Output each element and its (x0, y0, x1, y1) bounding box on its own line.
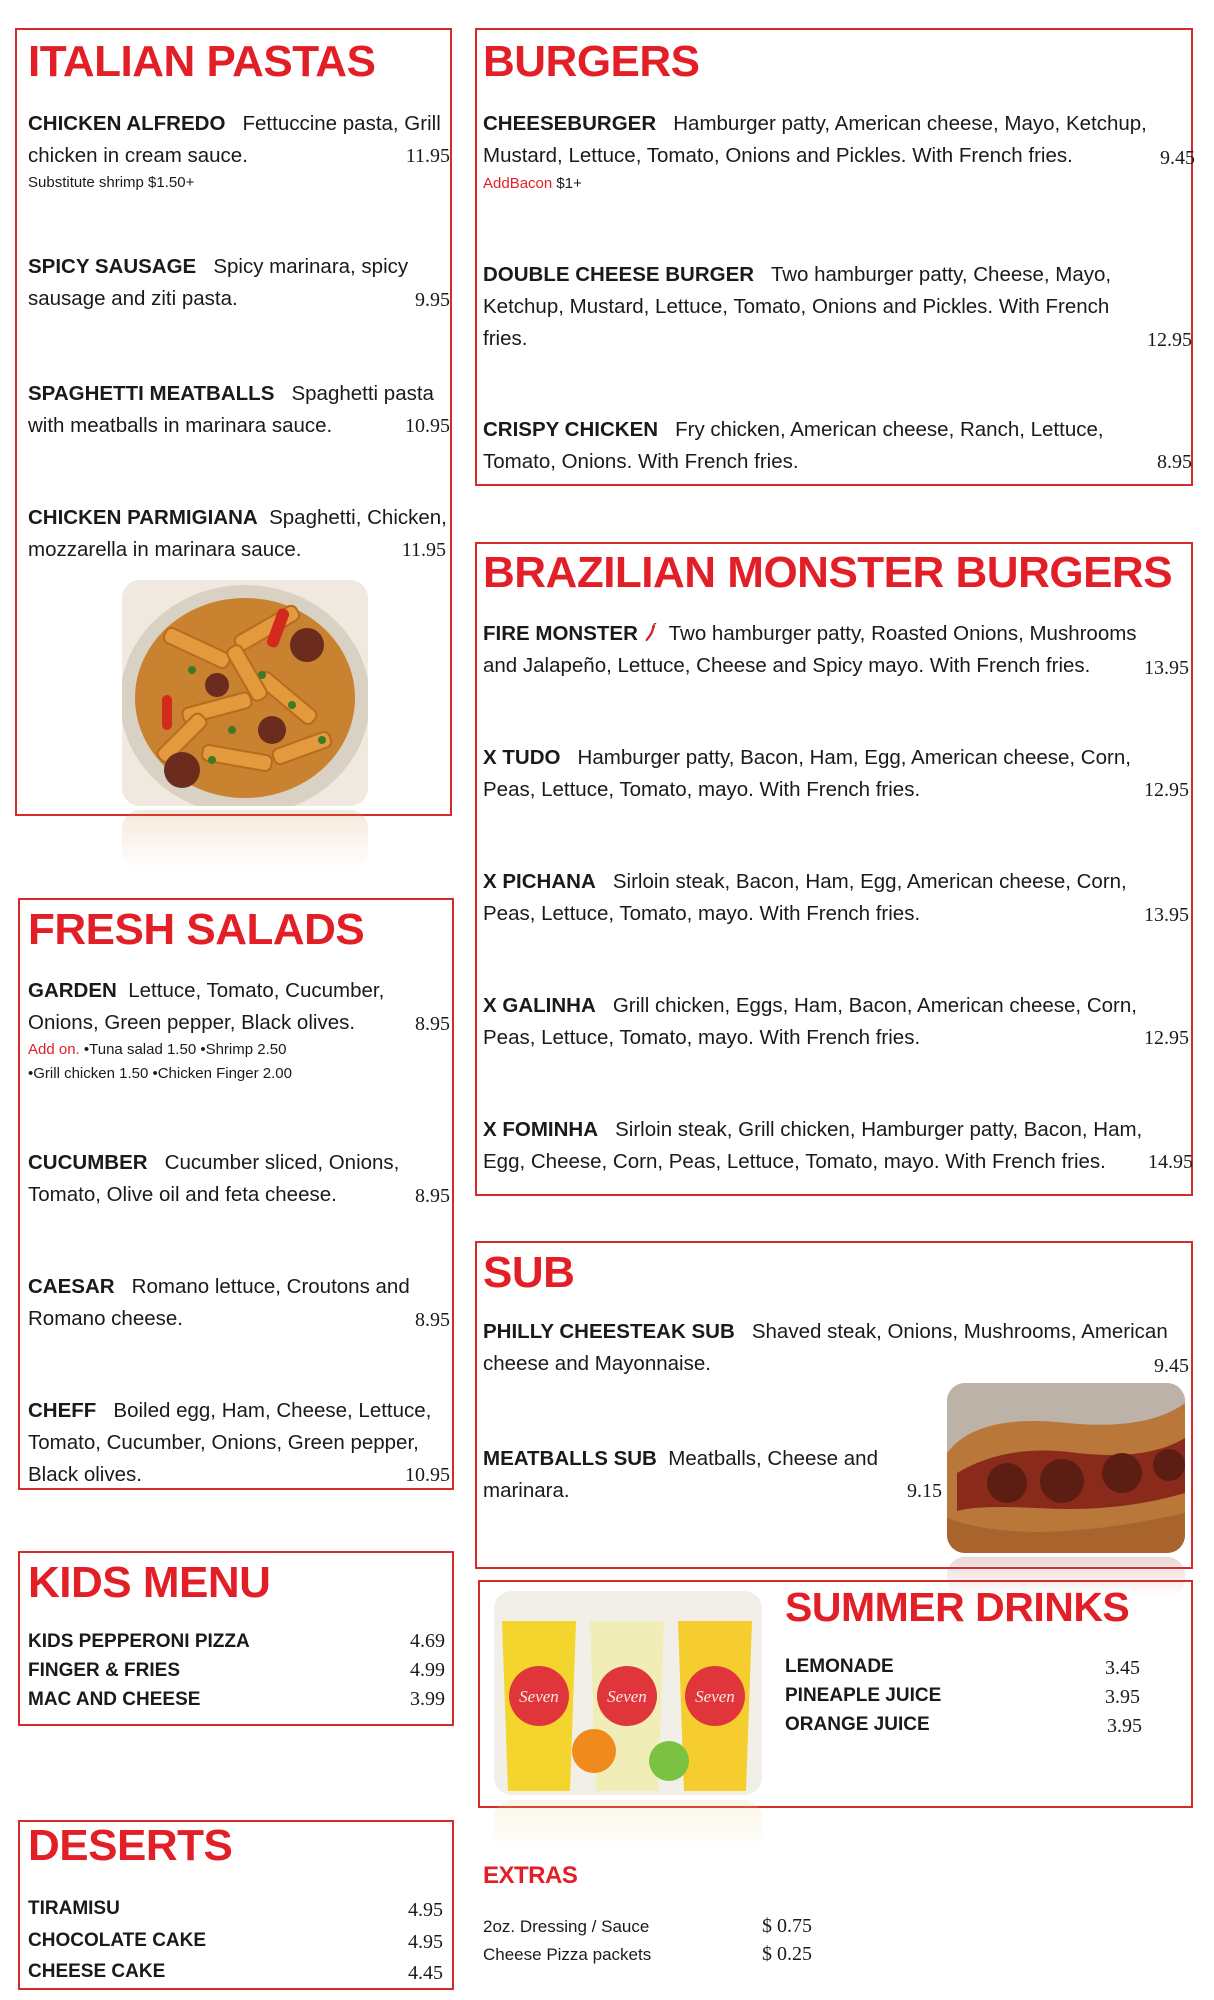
drinks-photo (494, 1591, 762, 1795)
item-name: CRISPY CHICKEN (483, 418, 659, 441)
item-desc: cheese and Mayonnaise. (483, 1352, 711, 1375)
item-name: SPAGHETTI MEATBALLS (28, 382, 275, 405)
item-name: X TUDO (483, 746, 561, 769)
item-price: 3.95 (1107, 1715, 1142, 1737)
meatball-sub-photo (947, 1383, 1185, 1553)
extra-item-name: 2oz. Dressing / Sauce (483, 1917, 650, 1936)
item-name: X FOMINHA (483, 1118, 599, 1141)
item-price: 12.95 (1147, 329, 1192, 351)
sub-title: SUB (483, 1248, 575, 1297)
item-price: 3.99 (410, 1688, 445, 1710)
pasta-photo (122, 580, 368, 806)
item-name: CAESAR (28, 1275, 115, 1298)
menu-item-name: LEMONADE (785, 1656, 894, 1677)
item-desc: Peas, Lettuce, Tomato, mayo. With French fries. (483, 1026, 921, 1049)
item-desc: with meatballs in marinara sauce. (28, 414, 333, 437)
cup-label: Seven (519, 1687, 559, 1706)
addon-note (28, 1038, 286, 1062)
deserts-title: DESERTS (28, 1821, 233, 1870)
menu-item-name: PINEAPLE JUICE (785, 1685, 942, 1706)
item-price: 9.95 (415, 289, 450, 311)
item-desc: Mustard, Lettuce, Tomato, Onions and Pickles. With French fries. (483, 144, 1073, 167)
item-desc: Sirloin steak, Grill chicken, Hamburger patty, Bacon, Ham, (615, 1118, 1143, 1141)
menu-item-name: FINGER & FRIES (28, 1660, 181, 1681)
item-price: 3.45 (1105, 1657, 1140, 1679)
item-price: 8.95 (415, 1185, 450, 1207)
item-desc: and Jalapeño, Lettuce, Cheese and Spicy mayo. With French fries. (483, 654, 1091, 677)
item-name: CUCUMBER (28, 1151, 148, 1174)
brazilian-title: BRAZILIAN MONSTER BURGERS (483, 548, 1173, 597)
item-desc: Tomato, Onions. With French fries. (483, 450, 799, 473)
menu-item-name: CHEESE CAKE (28, 1961, 166, 1982)
menu-item-name: ORANGE JUICE (785, 1714, 930, 1735)
item-desc: chicken in cream sauce. (28, 144, 248, 167)
pasta-photo-reflection (122, 810, 368, 870)
item-name: PHILLY CHEESTEAK SUB (483, 1320, 735, 1343)
cup-label: Seven (695, 1687, 735, 1706)
item-desc: Spicy marinara, spicy (213, 255, 409, 278)
extra-item-name: Cheese Pizza packets (483, 1945, 652, 1964)
burgers-title: BURGERS (483, 37, 700, 86)
addon-label: Add on. (28, 1041, 80, 1058)
item-price: 8.95 (1157, 451, 1192, 473)
extra-item-price: $ 0.75 (762, 1915, 812, 1937)
item-price: 9.45 (1160, 147, 1195, 169)
item-desc: Two hamburger patty, Roasted Onions, Mushrooms (668, 622, 1137, 645)
drinks-title: SUMMER DRINKS (785, 1584, 1130, 1630)
item-desc: fries. (483, 327, 528, 350)
item-name: X GALINHA (483, 994, 596, 1017)
item-name: DOUBLE CHEESE BURGER (483, 263, 755, 286)
item-name: X PICHANA (483, 870, 596, 893)
item-name: CHICKEN ALFREDO (28, 112, 226, 135)
drinks-photo-reflection (494, 1800, 762, 1850)
item-price: 10.95 (405, 415, 450, 437)
kids-title: KIDS MENU (28, 1558, 271, 1607)
pastas-title: ITALIAN PASTAS (28, 37, 376, 86)
item-desc: mozzarella in marinara sauce. (28, 538, 302, 561)
item-desc: Tomato, Cucumber, Onions, Green pepper, (28, 1431, 419, 1454)
item-name: CHEESEBURGER (483, 112, 657, 135)
menu-item-name: MAC AND CHEESE (28, 1689, 201, 1710)
item-name: MEATBALLS SUB (483, 1447, 657, 1470)
item-price: 4.95 (408, 1931, 443, 1953)
item-price: 4.95 (408, 1899, 443, 1921)
chili-pepper-icon (644, 621, 658, 641)
item-price: 4.45 (408, 1962, 443, 1984)
add-bacon-note (483, 172, 582, 196)
item-desc: Romano lettuce, Croutons and (131, 1275, 410, 1298)
item-desc: Cucumber sliced, Onions, (164, 1151, 400, 1174)
item-desc: marinara. (483, 1479, 570, 1502)
item-desc: Tomato, Olive oil and feta cheese. (28, 1183, 337, 1206)
item-desc: Onions, Green pepper, Black olives. (28, 1011, 356, 1034)
item-desc: Fettuccine pasta, Grill (242, 112, 441, 135)
item-name: CHEFF (28, 1399, 97, 1422)
item-price: 9.15 (907, 1480, 942, 1502)
extras-title: EXTRAS (483, 1862, 578, 1889)
item-desc: Egg, Cheese, Corn, Peas, Lettuce, Tomato, mayo. With French fries. (483, 1150, 1106, 1173)
item-price: 3.95 (1105, 1686, 1140, 1708)
item-price: 13.95 (1144, 904, 1189, 926)
item-desc: Sirloin steak, Bacon, Ham, Egg, American cheese, Corn, (612, 870, 1127, 893)
item-price: 4.69 (410, 1630, 445, 1652)
item-price: 12.95 (1144, 1027, 1189, 1049)
item-name: FIRE MONSTER (483, 622, 638, 645)
item-price: 4.99 (410, 1659, 445, 1681)
item-desc: Hamburger patty, Bacon, Ham, Egg, American cheese, Corn, (577, 746, 1131, 769)
item-name: GARDEN (28, 979, 117, 1002)
item-desc: Romano cheese. (28, 1307, 183, 1330)
item-price: 12.95 (1144, 779, 1189, 801)
item-desc: Two hamburger patty, Cheese, Mayo, (770, 263, 1112, 286)
menu-item-name: CHOCOLATE CAKE (28, 1930, 207, 1951)
add-bacon-label: AddBacon (483, 175, 553, 192)
item-desc: sausage and ziti pasta. (28, 287, 238, 310)
item-price: 11.95 (405, 145, 450, 167)
item-price: 11.95 (401, 539, 446, 561)
item-note: Substitute shrimp $1.50+ (28, 174, 195, 191)
item-desc: Ketchup, Mustard, Lettuce, Tomato, Onions and Pickles. With French (483, 295, 1110, 318)
item-desc: Black olives. (28, 1463, 142, 1486)
item-price: 9.45 (1154, 1355, 1189, 1377)
item-price: 10.95 (405, 1464, 450, 1486)
addon-options-2: •Grill chicken 1.50 •Chicken Finger 2.00 (28, 1065, 292, 1082)
item-desc: Fry chicken, American cheese, Ranch, Lettuce, (675, 418, 1104, 441)
item-price: 13.95 (1144, 657, 1189, 679)
item-desc: Meatballs, Cheese and (668, 1447, 878, 1470)
item-desc: Shaved steak, Onions, Mushrooms, American (751, 1320, 1168, 1343)
item-desc: Lettuce, Tomato, Cucumber, (128, 979, 385, 1002)
addon-options: •Tuna salad 1.50 •Shrimp 2.50 (79, 1041, 287, 1058)
item-desc: Spaghetti, Chicken, (269, 506, 447, 529)
cup-label: Seven (607, 1687, 647, 1706)
item-price: 14.95 (1148, 1151, 1193, 1173)
item-desc: Grill chicken, Eggs, Ham, Bacon, American cheese, Corn, (612, 994, 1137, 1017)
extra-item-price: $ 0.25 (762, 1943, 812, 1965)
item-name: CHICKEN PARMIGIANA (28, 506, 258, 529)
salads-title: FRESH SALADS (28, 905, 365, 954)
item-desc: Boiled egg, Ham, Cheese, Lettuce, (113, 1399, 432, 1422)
item-name: SPICY SAUSAGE (28, 255, 197, 278)
item-price: 8.95 (415, 1309, 450, 1331)
menu-item-name: TIRAMISU (28, 1898, 120, 1919)
add-bacon-price: $1+ (552, 175, 582, 192)
item-desc: Peas, Lettuce, Tomato, mayo. With French fries. (483, 902, 921, 925)
item-desc: Spaghetti pasta (291, 382, 434, 405)
menu-item-name: KIDS PEPPERONI PIZZA (28, 1631, 250, 1652)
item-price: 8.95 (415, 1013, 450, 1035)
item-desc: Hamburger patty, American cheese, Mayo, Ketchup, (673, 112, 1147, 135)
item-desc: Peas, Lettuce, Tomato, mayo. With French fries. (483, 778, 921, 801)
